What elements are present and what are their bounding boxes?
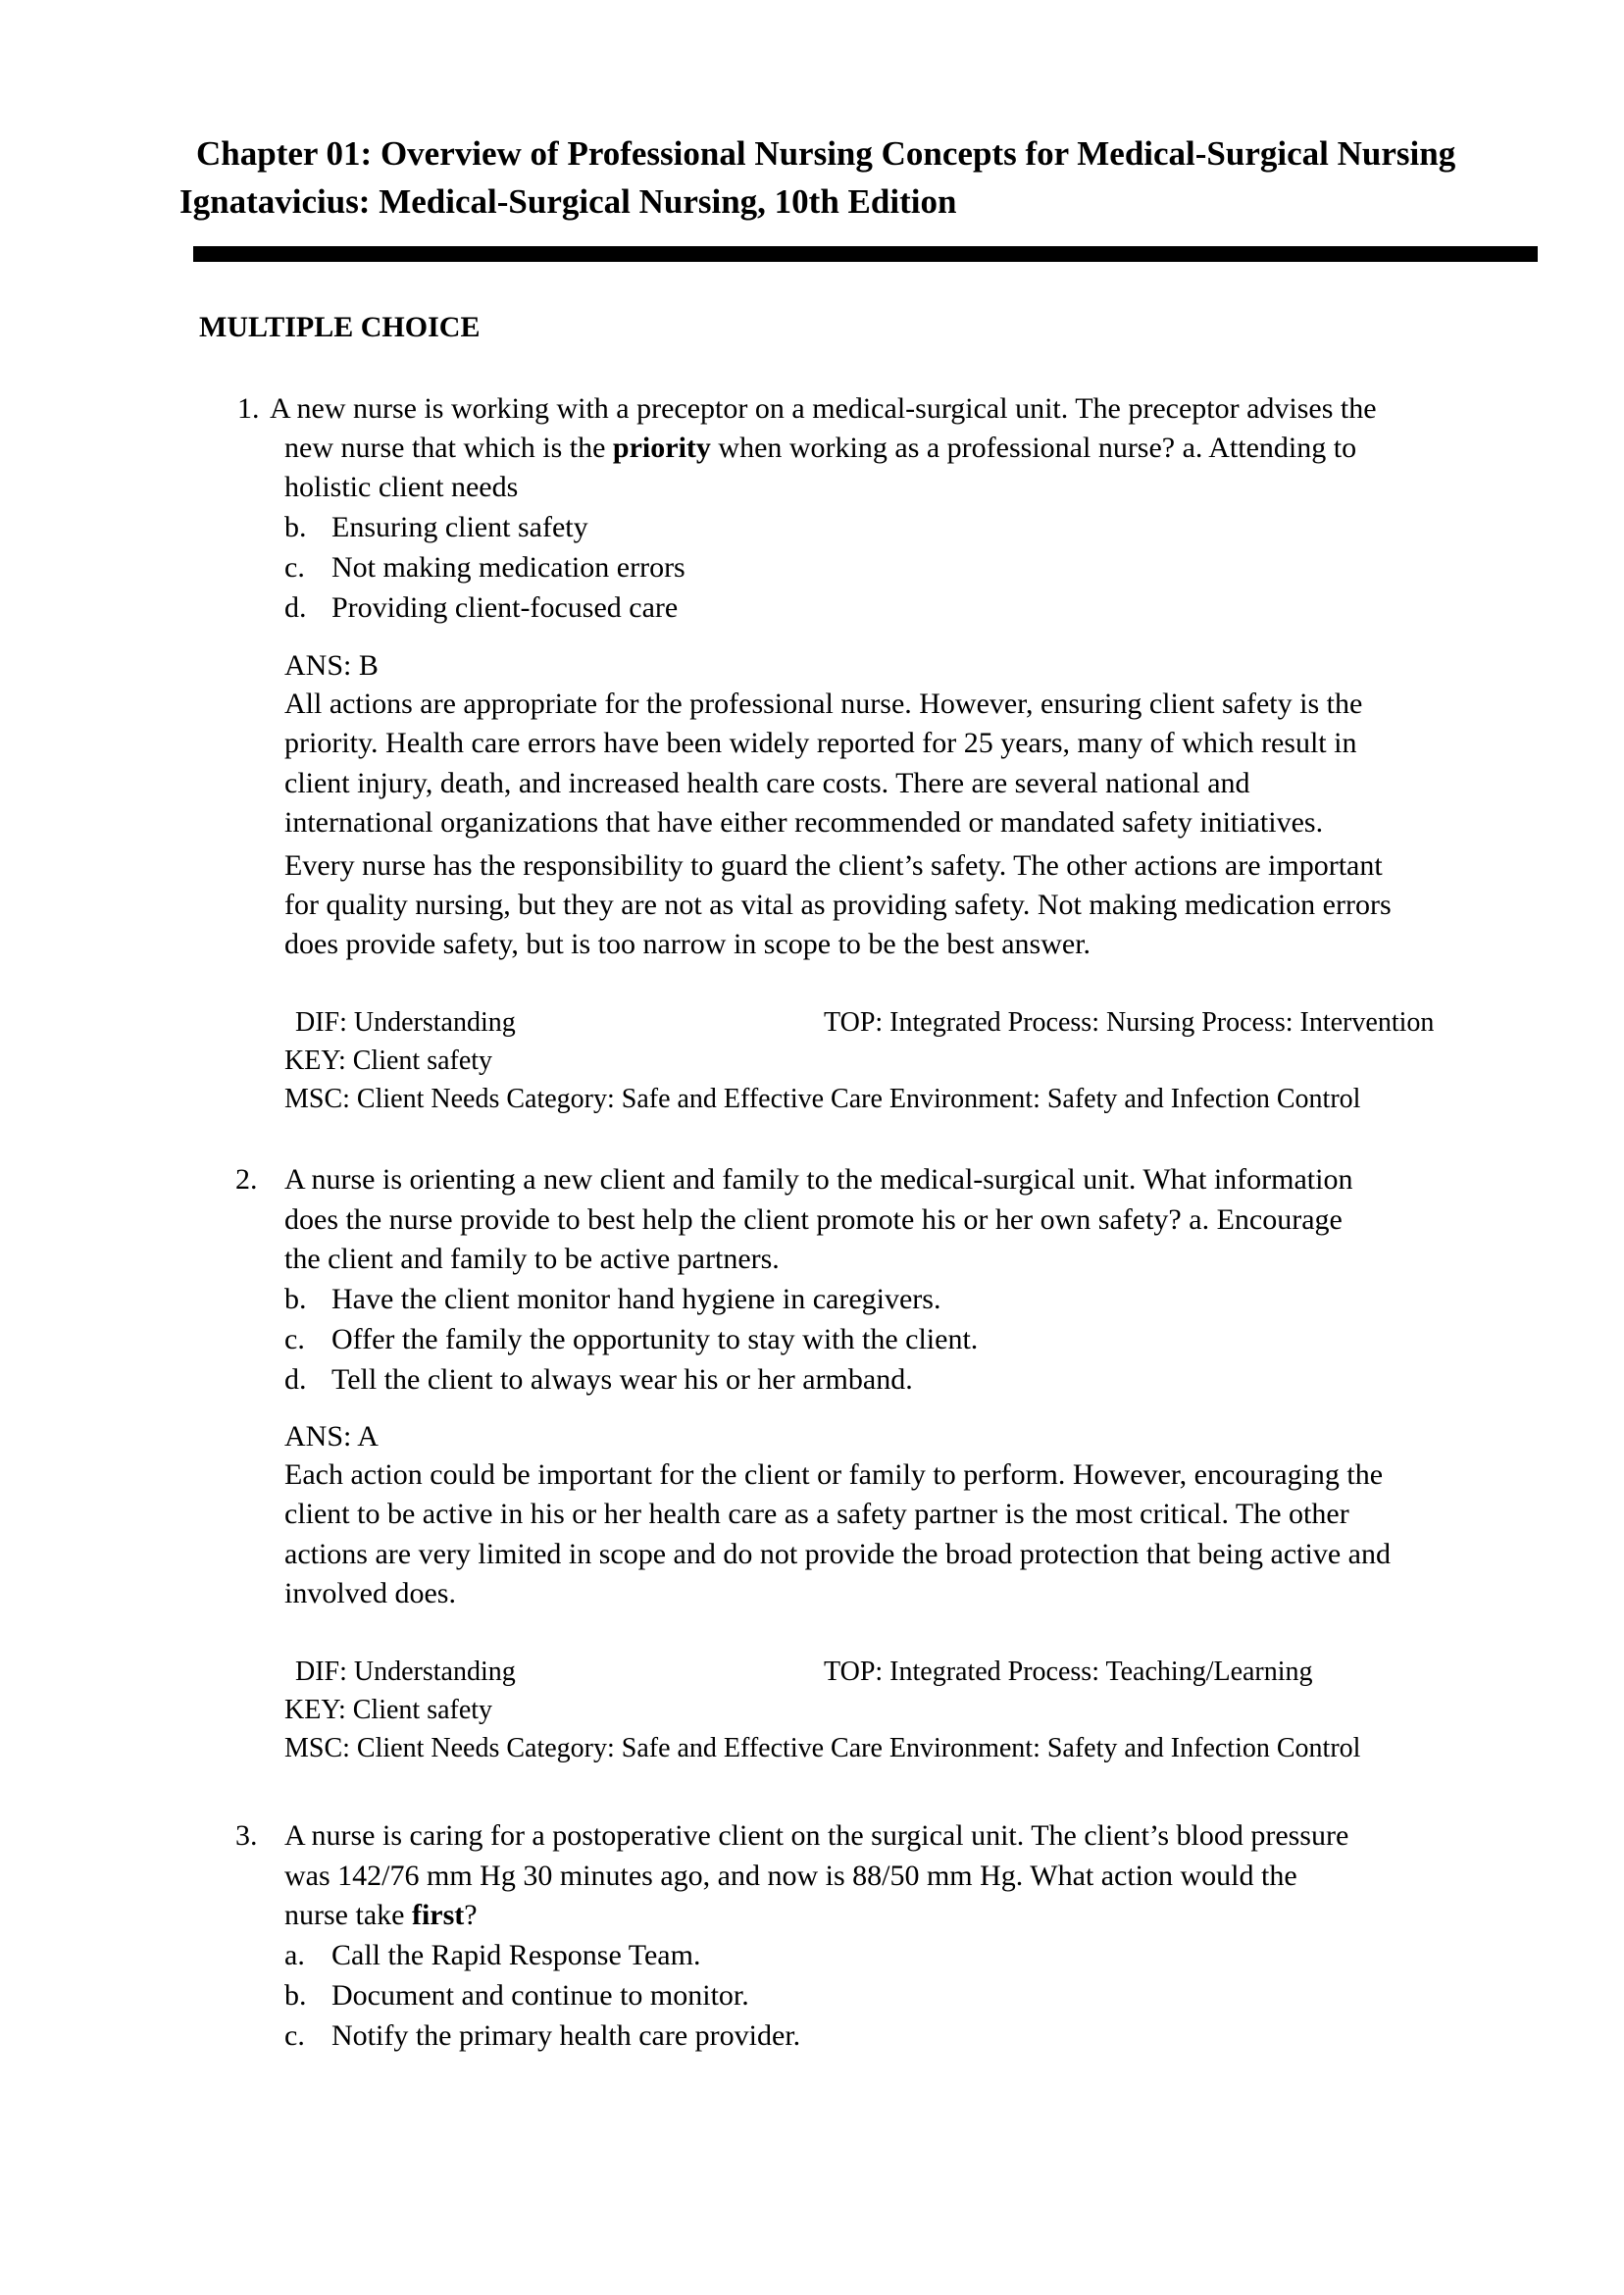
category-label: MSC: Client Needs Category: Safe and Effective Care Environment: Safety and Infection Control	[284, 1084, 1361, 1114]
section-heading: MULTIPLE CHOICE	[199, 311, 481, 343]
option-letter: b.	[284, 511, 307, 543]
option-letter: a.	[284, 1939, 305, 1971]
question-number: 1.	[237, 392, 260, 425]
keyword-label: KEY: Client safety	[284, 1046, 493, 1076]
question-stem-line: the client and family to be active partners.	[284, 1243, 780, 1275]
emphasis-text: first	[411, 1899, 465, 1931]
question-stem-line: new nurse that which is the priority when working as a professional nurse? a. Attending to	[284, 432, 1357, 464]
rationale-line: international organizations that have either recommended or mandated safety initiatives.	[284, 806, 1324, 839]
question-stem-line: A new nurse is working with a preceptor on a medical-surgical unit. The preceptor advises the	[270, 392, 1377, 425]
book-title: Ignatavicius: Medical-Surgical Nursing, 10th Edition	[179, 182, 957, 221]
option-text: Offer the family the opportunity to stay with the client.	[331, 1323, 979, 1355]
rationale-line: client to be active in his or her health care as a safety partner is the most critical. The other	[284, 1498, 1349, 1530]
option-text: Have the client monitor hand hygiene in caregivers.	[331, 1283, 941, 1315]
topic-label: TOP: Integrated Process: Nursing Process: Intervention	[824, 1007, 1435, 1038]
rationale-line: client injury, death, and increased health care costs. There are several national and	[284, 767, 1250, 799]
rationale-line: involved does.	[284, 1577, 456, 1609]
answer-key: ANS: B	[284, 649, 379, 682]
option-letter: d.	[284, 1363, 307, 1396]
option-text: Document and continue to monitor.	[331, 1979, 749, 2012]
emphasis-text: priority	[612, 432, 711, 464]
rationale-line: does provide safety, but is too narrow in scope to be the best answer.	[284, 928, 1091, 960]
option-text: Not making medication errors	[331, 551, 685, 584]
option-text: Ensuring client safety	[331, 511, 588, 543]
option-letter: c.	[284, 2019, 305, 2052]
option-text: Notify the primary health care provider.	[331, 2019, 801, 2052]
question-stem-line: A nurse is orienting a new client and family to the medical-surgical unit. What information	[284, 1163, 1353, 1196]
question-stem-line: A nurse is caring for a postoperative client on the surgical unit. The client’s blood pressure	[284, 1819, 1349, 1852]
rationale-line: priority. Health care errors have been widely reported for 25 years, many of which result in	[284, 727, 1357, 759]
rationale-line: actions are very limited in scope and do not provide the broad protection that being active and	[284, 1538, 1391, 1570]
option-letter: b.	[284, 1283, 307, 1315]
question-stem-line: was 142/76 mm Hg 30 minutes ago, and now is 88/50 mm Hg. What action would the	[284, 1860, 1297, 1892]
option-letter: b.	[284, 1979, 307, 2012]
difficulty-label: DIF: Understanding	[295, 1657, 516, 1687]
chapter-title: Chapter 01: Overview of Professional Nursing Concepts for Medical-Surgical Nursing	[196, 134, 1456, 173]
option-text: Call the Rapid Response Team.	[331, 1939, 701, 1971]
question-stem-line: does the nurse provide to best help the client promote his or her own safety? a. Encourage	[284, 1203, 1343, 1236]
category-label: MSC: Client Needs Category: Safe and Effective Care Environment: Safety and Infection Control	[284, 1733, 1361, 1763]
rationale-line: Every nurse has the responsibility to guard the client’s safety. The other actions are important	[284, 849, 1383, 882]
question-number: 2.	[235, 1163, 258, 1196]
option-letter: c.	[284, 1323, 305, 1355]
answer-key: ANS: A	[284, 1420, 379, 1453]
keyword-label: KEY: Client safety	[284, 1695, 493, 1725]
rationale-line: for quality nursing, but they are not as vital as providing safety. Not making medication errors	[284, 889, 1392, 921]
option-text: Providing client-focused care	[331, 591, 679, 624]
question-number: 3.	[235, 1819, 258, 1852]
rationale-line: All actions are appropriate for the professional nurse. However, ensuring client safety is the	[284, 688, 1363, 720]
option-letter: c.	[284, 551, 305, 584]
rationale-line: Each action could be important for the client or family to perform. However, encouraging the	[284, 1458, 1384, 1491]
difficulty-label: DIF: Understanding	[295, 1007, 516, 1038]
header-divider	[193, 246, 1538, 262]
option-text: Tell the client to always wear his or her armband.	[331, 1363, 913, 1396]
topic-label: TOP: Integrated Process: Teaching/Learning	[824, 1657, 1313, 1687]
question-stem-line: nurse take first?	[284, 1899, 478, 1931]
question-stem-line: holistic client needs	[284, 471, 519, 503]
option-letter: d.	[284, 591, 307, 624]
